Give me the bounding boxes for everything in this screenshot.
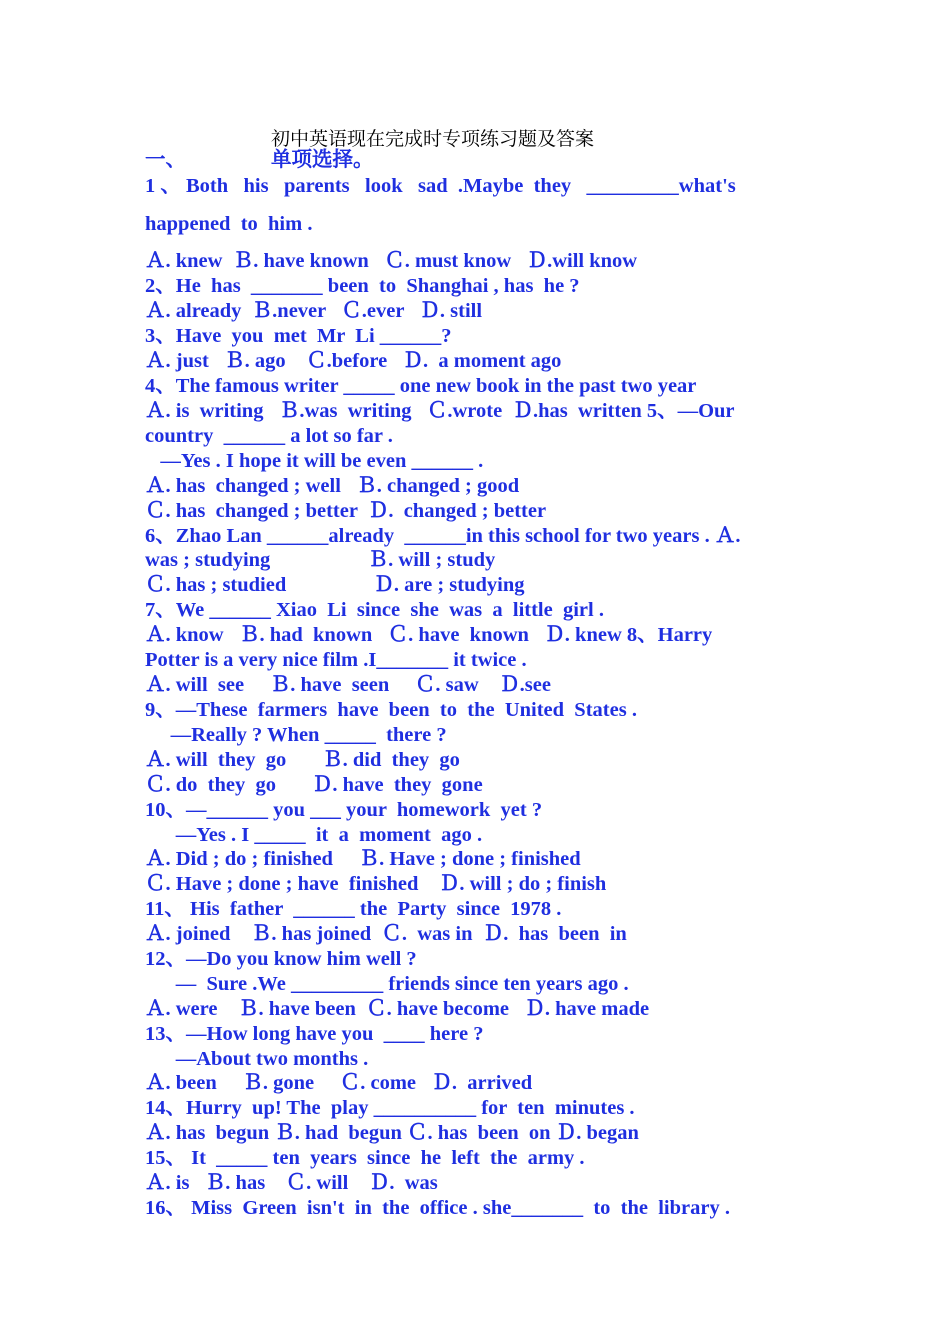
question-line: Ａ. joined Ｂ. has joined Ｃ. was in Ｄ. has been in	[145, 923, 627, 945]
question-line: 13、—How long have you ____ here ?	[145, 1023, 484, 1045]
question-line: happened to him .	[145, 213, 313, 235]
question-line: Ｃ. has changed ; better Ｄ. changed ; better	[145, 500, 547, 522]
question-line: 6、Zhao Lan ______already ______in this school for two years . Ａ.	[145, 525, 741, 547]
question-line: Ａ. know Ｂ. had known Ｃ. have known Ｄ. knew 8、Harry	[145, 624, 713, 646]
question-line: 15、 It _____ ten years since he left the army .	[145, 1147, 585, 1169]
question-line: Ａ. just Ｂ. ago Ｃ.before Ｄ. a moment ago	[145, 350, 562, 372]
question-line: country ______ a lot so far .	[145, 425, 393, 447]
question-line: Ａ. been Ｂ. gone Ｃ. come Ｄ. arrived	[145, 1072, 533, 1094]
question-line: Ａ. Did ; do ; finished Ｂ. Have ; done ; finished	[145, 848, 581, 870]
question-line: — Sure .We _________ friends since ten years ago .	[145, 973, 629, 995]
question-line: —About two months .	[145, 1048, 369, 1070]
question-line: Ａ. will see Ｂ. have seen Ｃ. saw Ｄ.see	[145, 674, 551, 696]
question-line: Ａ. already Ｂ.never Ｃ.ever Ｄ. still	[145, 300, 483, 322]
document-title: 初中英语现在完成时专项练习题及答案	[271, 128, 595, 150]
question-line: Ｃ. Have ; done ; have finished Ｄ. will ; do ; finish	[145, 873, 607, 895]
question-line: 3、Have you met Mr Li ______?	[145, 325, 452, 347]
question-line: 1 、 Both his parents look sad .Maybe they _________what's	[145, 175, 736, 197]
question-line: 16、 Miss Green isn't in the office . she_______ to the library .	[145, 1197, 730, 1219]
question-line: 2、He has _______ been to Shanghai , has he ?	[145, 275, 580, 297]
question-line: Ｃ. do they go Ｄ. have they gone	[145, 774, 483, 796]
question-line: 10、—______ you ___ your homework yet ?	[145, 799, 543, 821]
question-line: 4、The famous writer _____ one new book in the past two year	[145, 375, 697, 397]
question-line: 11、 His father ______ the Party since 1978 .	[145, 898, 562, 920]
question-line: Ａ. is writing Ｂ.was writing Ｃ.wrote Ｄ.has written 5、—Our	[145, 400, 735, 422]
question-line: Ａ. will they go Ｂ. did they go	[145, 749, 460, 771]
question-line: Ａ. knew Ｂ. have known Ｃ. must know Ｄ.will know	[145, 250, 638, 272]
question-line: was ; studying Ｂ. will ; study	[145, 549, 496, 571]
section-heading: 单项选择。	[271, 149, 374, 171]
question-line: Ａ. were Ｂ. have been Ｃ. have become Ｄ. have made	[145, 998, 650, 1020]
question-line: —Yes . I hope it will be even ______ .	[145, 450, 484, 472]
question-line: 9、—These farmers have been to the United States .	[145, 699, 637, 721]
question-line: 12、—Do you know him well ?	[145, 948, 417, 970]
question-line: Ａ. is Ｂ. has Ｃ. will Ｄ. was	[145, 1172, 438, 1194]
question-line: —Yes . I _____ it a moment ago .	[145, 824, 483, 846]
section-number: 一、	[145, 149, 186, 171]
question-line: 14、Hurry up! The play __________ for ten minutes .	[145, 1097, 635, 1119]
question-line: 7、We ______ Xiao Li since she was a little girl .	[145, 599, 604, 621]
question-line: Ｃ. has ; studied Ｄ. are ; studying	[145, 574, 525, 596]
question-line: Potter is a very nice film .I_______ it twice .	[145, 649, 527, 671]
question-line: Ａ. has begun Ｂ. had begun Ｃ. has been on Ｄ. began	[145, 1122, 639, 1144]
question-line: —Really ? When _____ there ?	[145, 724, 447, 746]
question-line: Ａ. has changed ; well Ｂ. changed ; good	[145, 475, 520, 497]
